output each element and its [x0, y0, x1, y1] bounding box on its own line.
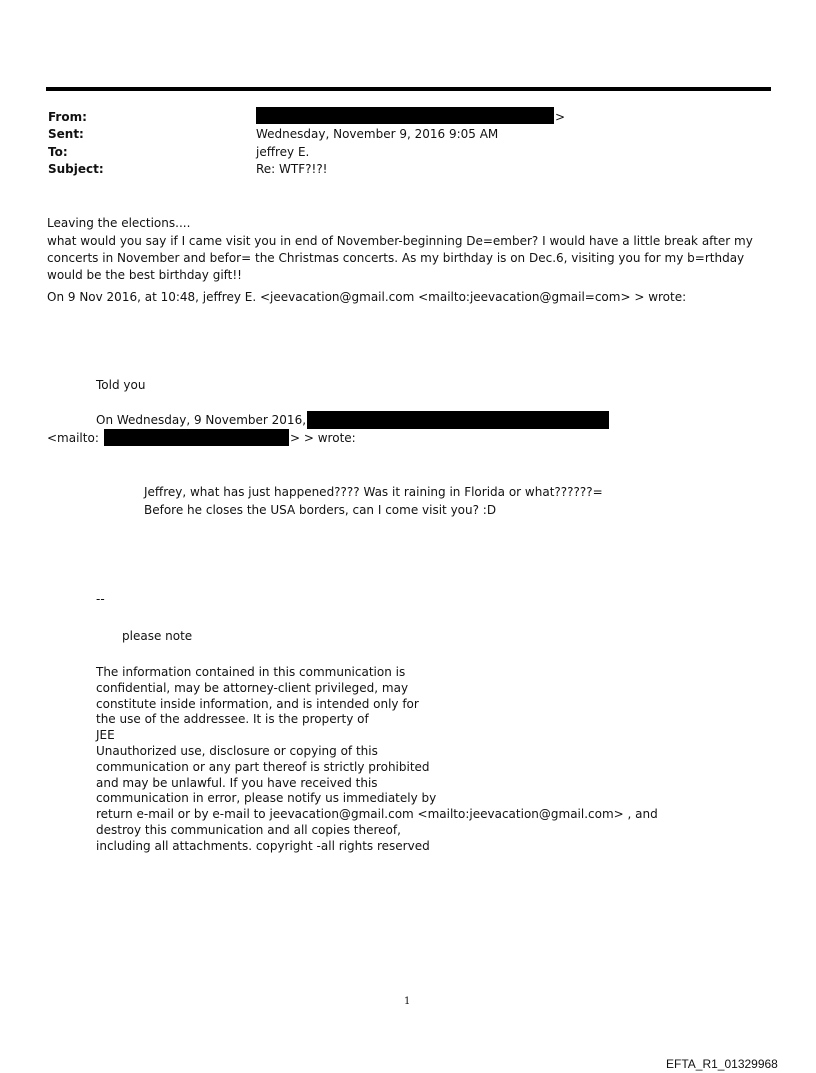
nested-line-2: Before he closes the USA borders, can I come visit you? :D	[144, 503, 497, 517]
redaction-sender-name	[307, 411, 609, 429]
from-value-suffix: >	[555, 110, 566, 124]
mailto-prefix: <mailto:	[47, 431, 99, 445]
disclaimer-line: confidential, may be attorney-client privileged, may	[96, 680, 409, 695]
mailto-suffix: > > wrote:	[290, 431, 356, 445]
disclaimer-line: communication or any part thereof is strictly prohibited	[96, 759, 430, 774]
signature-dash: --	[96, 592, 105, 606]
sent-label: Sent:	[48, 127, 84, 141]
redaction-sender-email	[104, 429, 289, 446]
subject-label: Subject:	[48, 162, 104, 176]
page-number: 1	[404, 996, 411, 1007]
disclaimer-line: communication in error, please notify us immediately by	[96, 791, 437, 806]
subject-value: Re: WTF?!?!	[256, 162, 328, 176]
header-rule	[46, 87, 771, 91]
told-you-line: Told you	[96, 378, 146, 392]
sent-value: Wednesday, November 9, 2016 9:05 AM	[256, 127, 499, 141]
please-note: please note	[122, 629, 193, 643]
disclaimer-line: return e-mail or by e-mail to jeevacation@gmail.com <mailto:jeevacation@gmail.com> , and	[96, 807, 658, 822]
disclaimer-line: destroy this communication and all copies thereof,	[96, 822, 401, 837]
disclaimer-line: and may be unlawful. If you have received this	[96, 775, 378, 790]
nested-line-1: Jeffrey, what has just happened???? Was it raining in Florida or what??????=	[144, 485, 603, 499]
disclaimer-line: including all attachments. copyright -all rights reserved	[96, 838, 430, 853]
disclaimer-line: constitute inside information, and is intended only for	[96, 696, 419, 711]
body-paragraph: what would you say if I came visit you in end of November-beginning De=ember? I would have a little break after my concerts in November and befor= the Christmas concerts. As my birthday is on Dec.6, visiting you for my b=rthday would be the best birthday gift!!	[47, 234, 753, 282]
quote-header: On 9 Nov 2016, at 10:48, jeffrey E. <jeevacation@gmail.com <mailto:jeevacation@gmail=com> > wrote:	[47, 290, 687, 304]
disclaimer-block	[96, 665, 658, 855]
to-value: jeffrey E.	[256, 145, 310, 159]
bates-number: EFTA_R1_01329968	[666, 1057, 778, 1071]
disclaimer-line: JEE	[96, 728, 115, 743]
to-label: To:	[48, 145, 68, 159]
disclaimer-line: Unauthorized use, disclosure or copying of this	[96, 743, 378, 758]
disclaimer-line: the use of the addressee. It is the property of	[96, 712, 369, 727]
disclaimer-line: The information contained in this communication is	[96, 665, 406, 679]
redaction-from	[256, 107, 554, 124]
on-wednesday-line: On Wednesday, 9 November 2016,	[96, 413, 307, 427]
body-line-1: Leaving the elections....	[47, 216, 191, 230]
from-label: From:	[48, 110, 87, 124]
